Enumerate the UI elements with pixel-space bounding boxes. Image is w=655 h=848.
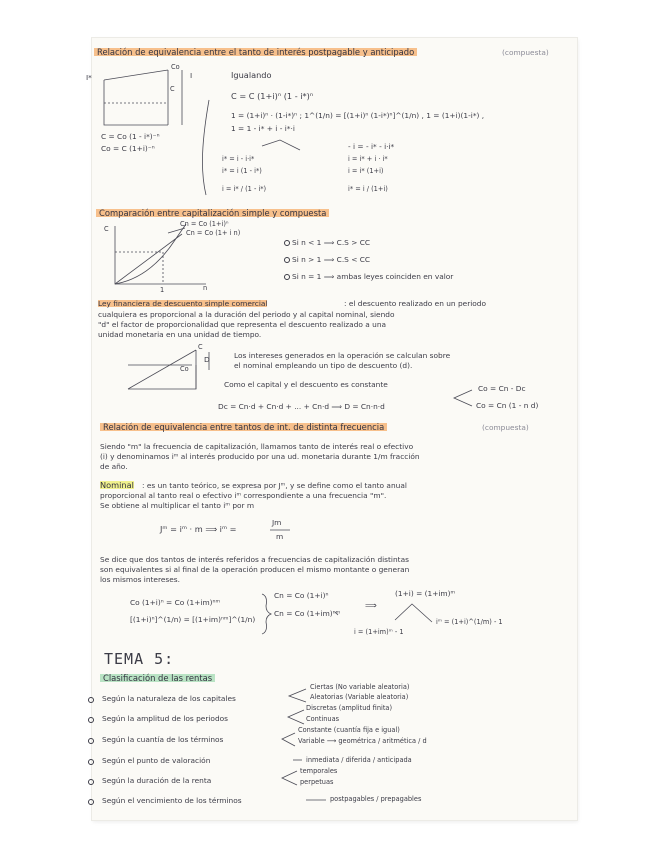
class-item-4-label: Según el punto de valoración xyxy=(102,756,211,765)
section1-title: Relación de equivalencia entre el tanto de interés postpagable y anticipado xyxy=(94,48,417,56)
eq-left1: C = Co (1 - i*)⁻ⁿ xyxy=(101,132,160,141)
class-item-6-opt1: postpagables / prepagables xyxy=(330,795,422,803)
section3-eq: Dc = Cn·d + Cn·d + ... + Cn·d ⟹ D = Cn·n·d xyxy=(218,402,385,411)
discount-fig-co: Co xyxy=(180,365,189,373)
rule-n-less: Si n < 1 ⟹ C.S > CC xyxy=(292,238,371,247)
bullet-icon xyxy=(88,697,94,703)
nominal-n2: proporcional al tanto real o efectivo iᵐ correspondiente a una frecuencia "m". xyxy=(100,491,387,500)
class-item-5-label: Según la duración de la renta xyxy=(102,776,212,785)
nominal-frac-den: m xyxy=(276,532,284,541)
equiv-f6: i = (1+im)ᵐ - 1 xyxy=(354,628,404,636)
section2-title: Comparación entre capitalización simple y compuesta xyxy=(96,209,329,217)
class-item-2-label: Según la amplitud de los periodos xyxy=(102,714,229,723)
rule-n-greater: Si n > 1 ⟹ C.S < CC xyxy=(292,255,371,264)
section1-compuesta: (compuesta) xyxy=(502,48,549,57)
equiv-f7: iᵐ = (1+i)^(1/m) - 1 xyxy=(436,618,503,626)
bullet-icon xyxy=(88,738,94,744)
eq-b2: i = i* (1+i) xyxy=(348,167,384,175)
section5-title: Clasificación de las rentas xyxy=(100,674,215,682)
class-item-2-opt1: Discretas (amplitud finita) xyxy=(306,704,393,712)
equiv-arrow: ⟹ xyxy=(365,600,377,610)
section3-res2: Co = Cn (1 - n d) xyxy=(476,401,539,410)
section4-title: Relación de equivalencia entre tantos de int. de distinta frecuencia xyxy=(100,423,387,431)
section1-fig-i: I xyxy=(190,71,193,80)
class-item-1-label: Según la naturaleza de los capitales xyxy=(102,694,236,703)
section3-p2: el nominal empleando un tipo de descuento (d). xyxy=(234,361,413,370)
equiv-f5: (1+i) = (1+im)ᵐ xyxy=(395,589,456,598)
chart-one-label: 1 xyxy=(160,286,165,294)
class-item-1-opt1: Ciertas (No variable aleatoria) xyxy=(310,683,410,691)
bullet-icon xyxy=(88,779,94,785)
class-item-5-opt1: temporales xyxy=(300,767,338,775)
equiv-e1: Se dice que dos tantos de interés referidos a frecuencias de capitalización distintas xyxy=(100,555,409,564)
chart-n-label: n xyxy=(203,284,208,292)
discount-fig-c: C xyxy=(198,343,203,351)
chart-cn-simple: Cn = Co (1+ i n) xyxy=(186,229,241,237)
class-item-4-opt1: inmediata / diferida / anticipada xyxy=(306,756,412,764)
section3-text3: "d" el factor de proporcionalidad que representa el descuento realizado a una xyxy=(98,320,387,329)
section3-res1: Co = Cn - Dc xyxy=(478,384,526,393)
section1-fig-c: C xyxy=(170,85,175,93)
class-item-3-opt1: Constante (cuantía fija e igual) xyxy=(298,726,400,734)
eq-b1: i = i* + i · i* xyxy=(348,155,388,163)
section3-text4: unidad monetaria en una unidad de tiempo. xyxy=(98,330,262,339)
section3-text2: cualquiera es proporcional a la duración del periodo y al capital nominal, siendo xyxy=(98,310,395,319)
section1-fig-istar: I* xyxy=(86,73,92,82)
section3-text1: : el descuento realizado en un periodo xyxy=(344,299,487,308)
equiv-f1: Co (1+i)ⁿ = Co (1+im)ⁿᵐ xyxy=(130,598,221,607)
eq-a2: i* = i (1 - i*) xyxy=(222,167,262,175)
equiv-e3: los mismos intereses. xyxy=(100,575,181,584)
chart-c-label: C xyxy=(104,225,109,233)
eq-expand: 1 = 1 - i* + i - i*·i xyxy=(231,124,295,133)
class-item-6-label: Según el vencimiento de los términos xyxy=(102,796,242,805)
section3-title: Ley financiera de descuento simple comercial xyxy=(98,299,268,308)
section1-fig-co: Co xyxy=(171,63,180,71)
eq-a3: i = i* / (1 - i*) xyxy=(222,185,267,193)
class-item-5-opt2: perpetuas xyxy=(300,778,334,786)
chart-cn-compound: Cn = Co (1+i)ⁿ xyxy=(180,220,229,228)
nominal-n1: : es un tanto teórico, se expresa por Jᵐ, y se define como el tanto anual xyxy=(142,481,407,490)
class-item-3-label: Según la cuantía de los términos xyxy=(102,735,224,744)
igualando-label: Igualando xyxy=(231,70,272,80)
equiv-e2: son equivalentes si al final de la operación producen el mismo montante o generan xyxy=(100,565,410,574)
eq-left2: Co = C (1+i)⁻ⁿ xyxy=(101,144,155,153)
eq-equal: C = C (1+i)ⁿ (1 - i*)ⁿ xyxy=(231,91,314,101)
section3-como: Como el capital y el descuento es constante xyxy=(224,380,388,389)
eq-b3: i* = i / (1+i) xyxy=(348,185,388,193)
section4-compuesta: (compuesta) xyxy=(482,423,529,432)
discount-fig-d: D xyxy=(204,355,210,364)
eq-power: 1 = (1+i)ⁿ · (1-i*)ⁿ ; 1^(1/n) = [(1+i)ⁿ (1-i*)ⁿ]^(1/n) , 1 = (1+i)(1-i*) , xyxy=(231,111,485,120)
nominal-jeq: Jᵐ = iᵐ · m ⟹ iᵐ = xyxy=(160,524,237,534)
equiv-f2: [(1+i)ⁿ]^(1/n) = [(1+im)ⁿᵐ]^(1/n) xyxy=(130,615,256,624)
rule-n-equal: Si n = 1 ⟹ ambas leyes coinciden en valor xyxy=(292,272,454,281)
nominal-term: Nominal xyxy=(100,480,134,490)
section4-p3: de año. xyxy=(100,462,128,471)
class-item-3-opt2: Variable ⟶ geométrica / aritmética / d xyxy=(298,737,427,745)
eq-a1: i* = i - i·i* xyxy=(222,155,255,163)
tema-heading: TEMA 5: xyxy=(104,650,175,668)
nominal-frac-num: Jm xyxy=(272,518,282,527)
section4-p1: Siendo "m" la frecuencia de capitalización, llamamos tanto de interés real o efectivo xyxy=(100,442,414,451)
nominal-n3: Se obtiene al multiplicar el tanto iᵐ por m xyxy=(100,501,255,510)
equiv-f4: Cn = Co (1+im)ⁿᵐ xyxy=(274,609,341,618)
bullet-icon xyxy=(88,717,94,723)
section4-p2: (i) y denominamos iᵐ al interés producido por una ud. monetaria durante 1/m fracción xyxy=(100,452,420,461)
bullet-icon xyxy=(88,759,94,765)
class-item-2-opt2: Continuas xyxy=(306,715,340,723)
bullet-icon xyxy=(88,799,94,805)
class-item-1-opt2: Aleatorias (Variable aleatoria) xyxy=(310,693,409,701)
section3-p1: Los intereses generados en la operación se calculan sobre xyxy=(234,351,451,360)
equiv-f3: Cn = Co (1+i)ⁿ xyxy=(274,591,329,600)
eq-minus: - i = - i* - i·i* xyxy=(348,142,395,151)
